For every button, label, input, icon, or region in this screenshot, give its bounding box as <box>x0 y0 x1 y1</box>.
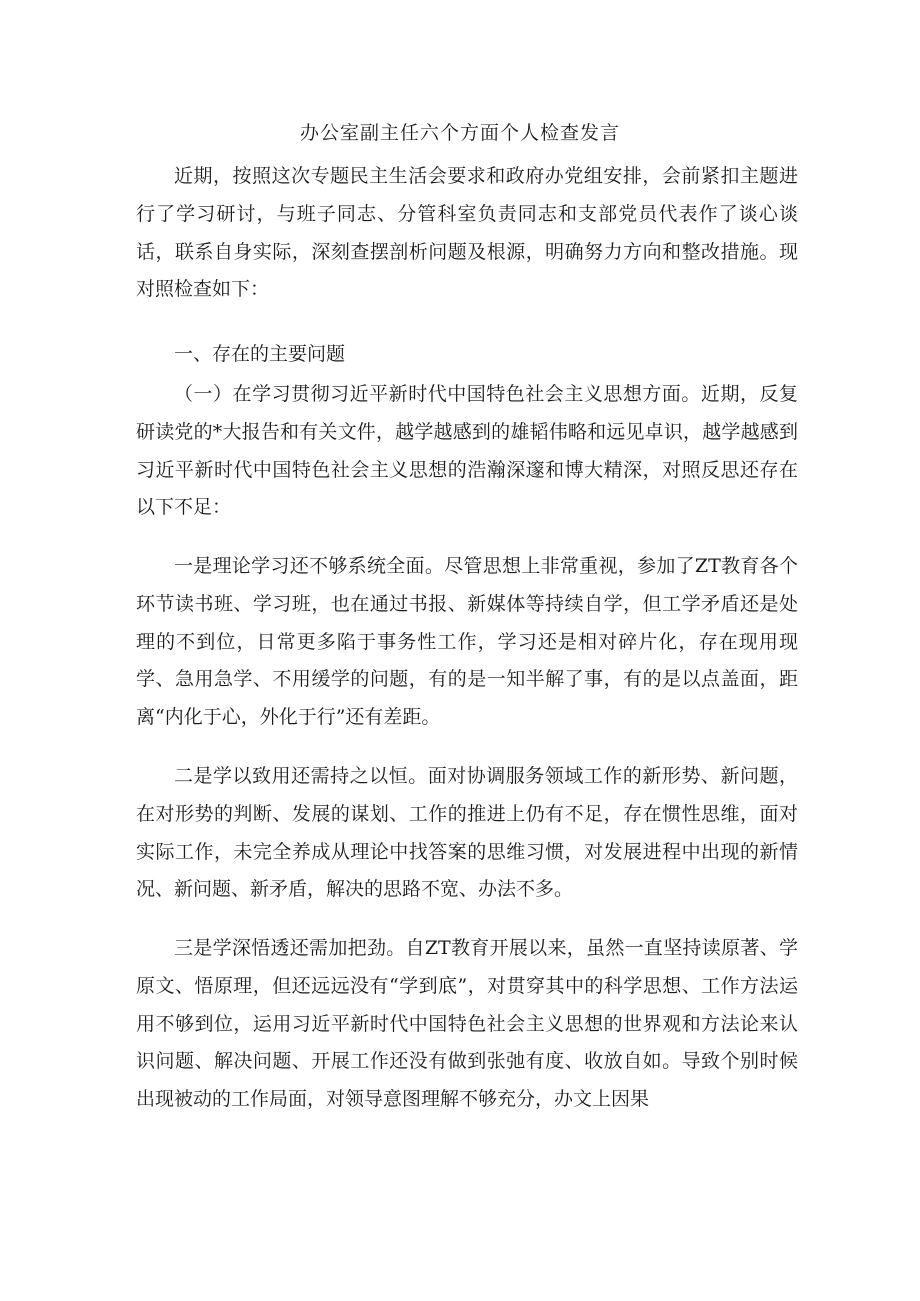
point-two-paragraph: 二是学以致用还需持之以恒。面对协调服务领域工作的新形势、新问题，在对形势的判断、发展的谋划、工作的推进上仍有不足，存在惯性思维，面对实际工作，未完全养成从理论中找答案的思维习惯，对发展进程中出现的新情况、新问题、新矛盾，解决的思路不宽、办法不多。 <box>136 765 798 901</box>
point-three-paragraph: 三是学深悟透还需加把劲。自ZT教育开展以来，虽然一直坚持读原著、学原文、悟原理，但还远远没有“学到底”，对贯穿其中的科学思想、工作方法运用不够到位，运用习近平新时代中国特色社会主义思想的世界观和方法论来认识问题、解决问题、开展工作还没有做到张弛有度、收放自如。导致个别时候出现被动的工作局面，对领导意图理解不够充分，办文上因果 <box>136 937 798 1111</box>
subsection-paragraph: （一）在学习贯彻习近平新时代中国特色社会主义思想方面。近期，反复研读党的*大报告和有关文件，越学越感到的雄韬伟略和远见卓识，越学越感到习近平新时代中国特色社会主义思想的浩瀚深邃和博大精深，对照反思还存在以下不足： <box>136 383 798 519</box>
point-one-paragraph: 一是理论学习还不够系统全面。尽管思想上非常重视，参加了ZT教育各个环节读书班、学习班，也在通过书报、新媒体等持续自学，但工学矛盾还是处理的不到位，日常更多陷于事务性工作，学习还是相对碎片化，存在现用现学、急用急学、不用缓学的问题，有的是一知半解了事，有的是以点盖面，距离“内化于心，外化于行”还有差距。 <box>136 555 798 729</box>
section-heading: 一、存在的主要问题 <box>174 343 346 365</box>
intro-paragraph: 近期，按照这次专题民主生活会要求和政府办党组安排，会前紧扣主题进行了学习研讨，与班子同志、分管科室负责同志和支部党员代表作了谈心谈话，联系自身实际，深刻查摆剖析问题及根源，明确努力方向和整改措施。现对照检查如下： <box>136 165 798 301</box>
document-title: 办公室副主任六个方面个人检查发言 <box>299 122 620 144</box>
